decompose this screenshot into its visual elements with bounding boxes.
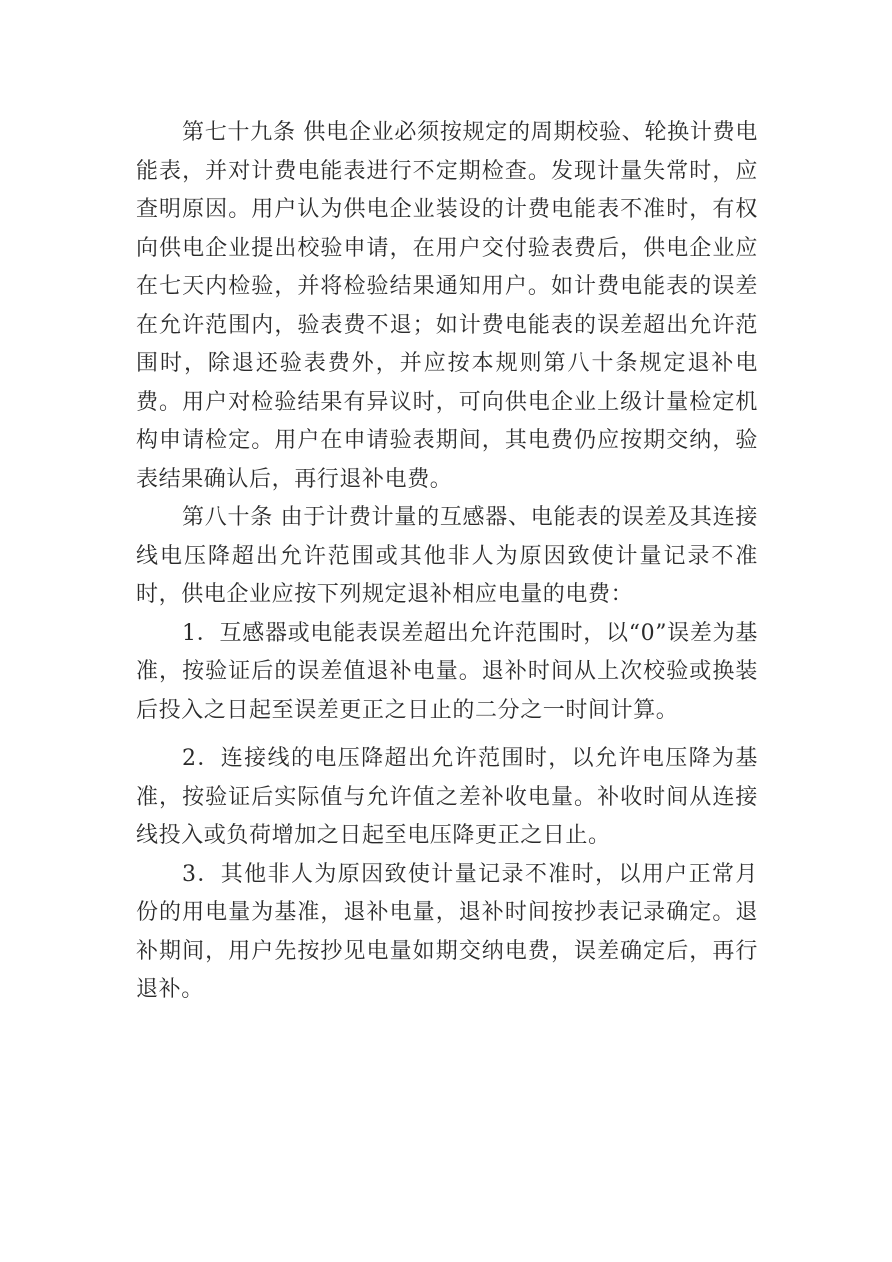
document-body [136, 114, 758, 1010]
article-80-paragraph: 第八十条 由于计费计量的互感器、电能表的误差及其连接线电压降超出允许范围或其他非人为原因致使计量记录不准时，供电企业应按下列规定退补相应电量的电费： [136, 505, 758, 607]
clause-2-paragraph: 2．连接线的电压降超出允许范围时，以允许电压降为基准，按验证后实际值与允许值之差补收电量。补收时间从连接线投入或负荷增加之日起至电压降更正之日止。 [136, 746, 758, 848]
clause-1-paragraph: 1．互感器或电能表误差超出允许范围时，以“0”误差为基准，按验证后的误差值退补电量。退补时间从上次校验或换装后投入之日起至误差更正之日止的二分之一时间计算。 [136, 620, 758, 723]
clause-3-paragraph: 3．其他非人为原因致使计量记录不准时，以用户正常月份的用电量为基准，退补电量，退补时间按抄表记录确定。退补期间，用户先按抄见电量如期交纳电费，误差确定后，再行退补。 [136, 861, 758, 1002]
article-79-paragraph: 第七十九条 供电企业必须按规定的周期校验、轮换计费电能表，并对计费电能表进行不定期检查。发现计量失常时，应查明原因。用户认为供电企业装设的计费电能表不准时，有权向供电企业提出校验申请，在用户交付验表费后，供电企业应在七天内检验，并将检验结果通知用户。如计费电能表的误差在允许范围内，验表费不退；如计费电能表的误差超出允许范围时，除退还验表费外，并应按本规则第八十条规定退补电费。用户对检验结果有异议时，可向供电企业上级计量检定机构申请检定。用户在申请验表期间，其电费仍应按期交纳，验表结果确认后，再行退补电费。 [136, 120, 758, 492]
